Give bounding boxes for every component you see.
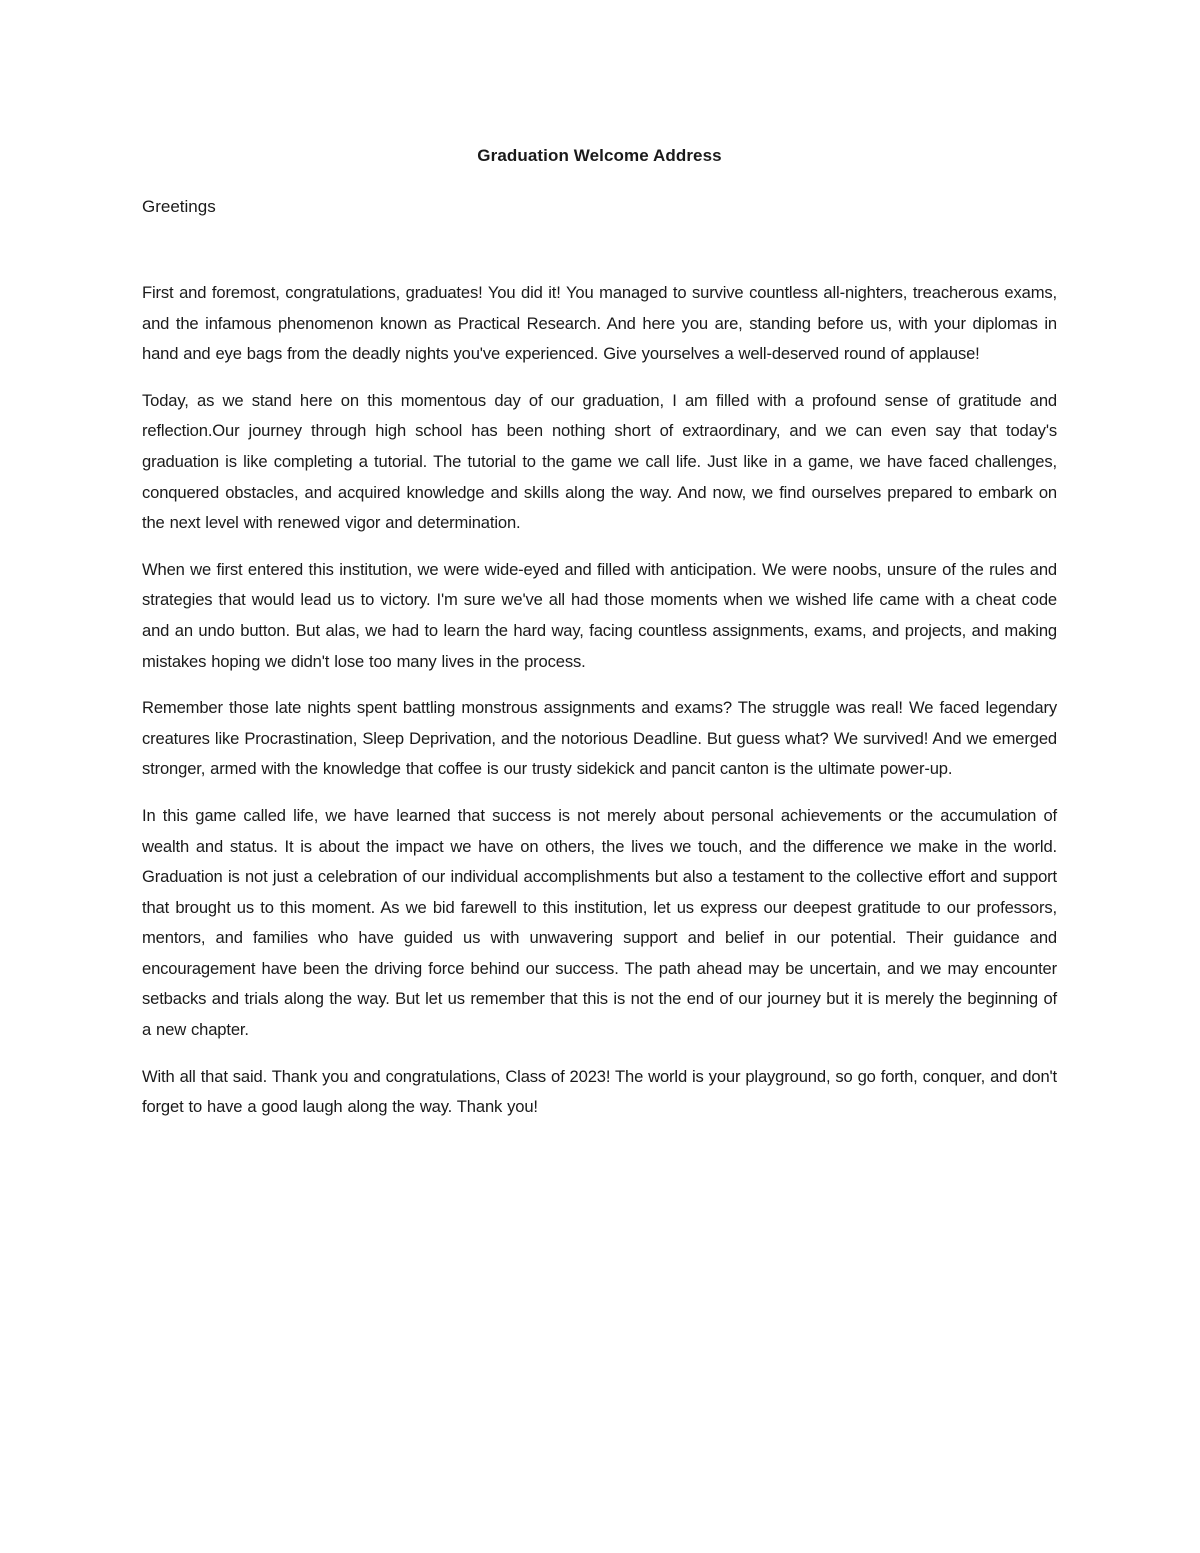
paragraph-congratulations: First and foremost, congratulations, graduates! You did it! You managed to survive countless all-nighters, treacherous exams, and the infamous phenomenon known as Practical Research. And here you are, standing before us, with your diplomas in hand and eye bags from the deadly nights you've experienced. Give yourselves a well-deserved round of applause! <box>142 283 1057 364</box>
document-title: Graduation Welcome Address <box>477 146 722 165</box>
document-content <box>142 142 1057 1139</box>
paragraph-reflection: Today, as we stand here on this momentous day of our graduation, I am filled with a profound sense of gratitude and reflection.Our journey through high school has been nothing short of extraordinary, and we can even say that today's graduation is like completing a tutorial. The tutorial to the game we call life. Just like in a game, we have faced challenges, conquered obstacles, and acquired knowledge and skills along the way. And now, we find ourselves prepared to embark on the next level with renewed vigor and determination. <box>142 390 1057 533</box>
paragraph-first-entered: When we first entered this institution, we were wide-eyed and filled with anticipation. We were noobs, unsure of the rules and strategies that would lead us to victory. I'm sure we've all had those moments when we wished life came with a cheat code and an undo button. But alas, we had to learn the hard way, facing countless assignments, exams, and projects, and making mistakes hoping we didn't lose too many lives in the process. <box>142 559 1057 671</box>
paragraph-late-nights: Remember those late nights spent battling monstrous assignments and exams? The struggle was real! We faced legendary creatures like Procrastination, Sleep Deprivation, and the notorious Deadline. But guess what? We survived! And we emerged stronger, armed with the knowledge that coffee is our trusty sidekick and pancit canton is the ultimate power-up. <box>142 698 1057 779</box>
paragraph-game-of-life: In this game called life, we have learned that success is not merely about personal achievements or the accumulation of wealth and status. It is about the impact we have on others, the lives we touch, and the difference we make in the world. Graduation is not just a celebration of our individual accomplishments but also a testament to the collective effort and support that brought us to this moment. As we bid farewell to this institution, let us express our deepest gratitude to our professors, mentors, and families who have guided us with unwavering support and belief in our potential. Their guidance and encouragement have been the driving force behind our success. The path ahead may be uncertain, and we may encounter setbacks and trials along the way. But let us remember that this is not the end of our journey but it is merely the beginning of a new chapter. <box>142 805 1057 1040</box>
paragraph-closing: With all that said. Thank you and congratulations, Class of 2023! The world is your playground, so go forth, conquer, and don't forget to have a good laugh along the way. Thank you! <box>142 1066 1057 1117</box>
document-body <box>142 278 1057 1123</box>
greeting: Greetings <box>142 197 216 216</box>
